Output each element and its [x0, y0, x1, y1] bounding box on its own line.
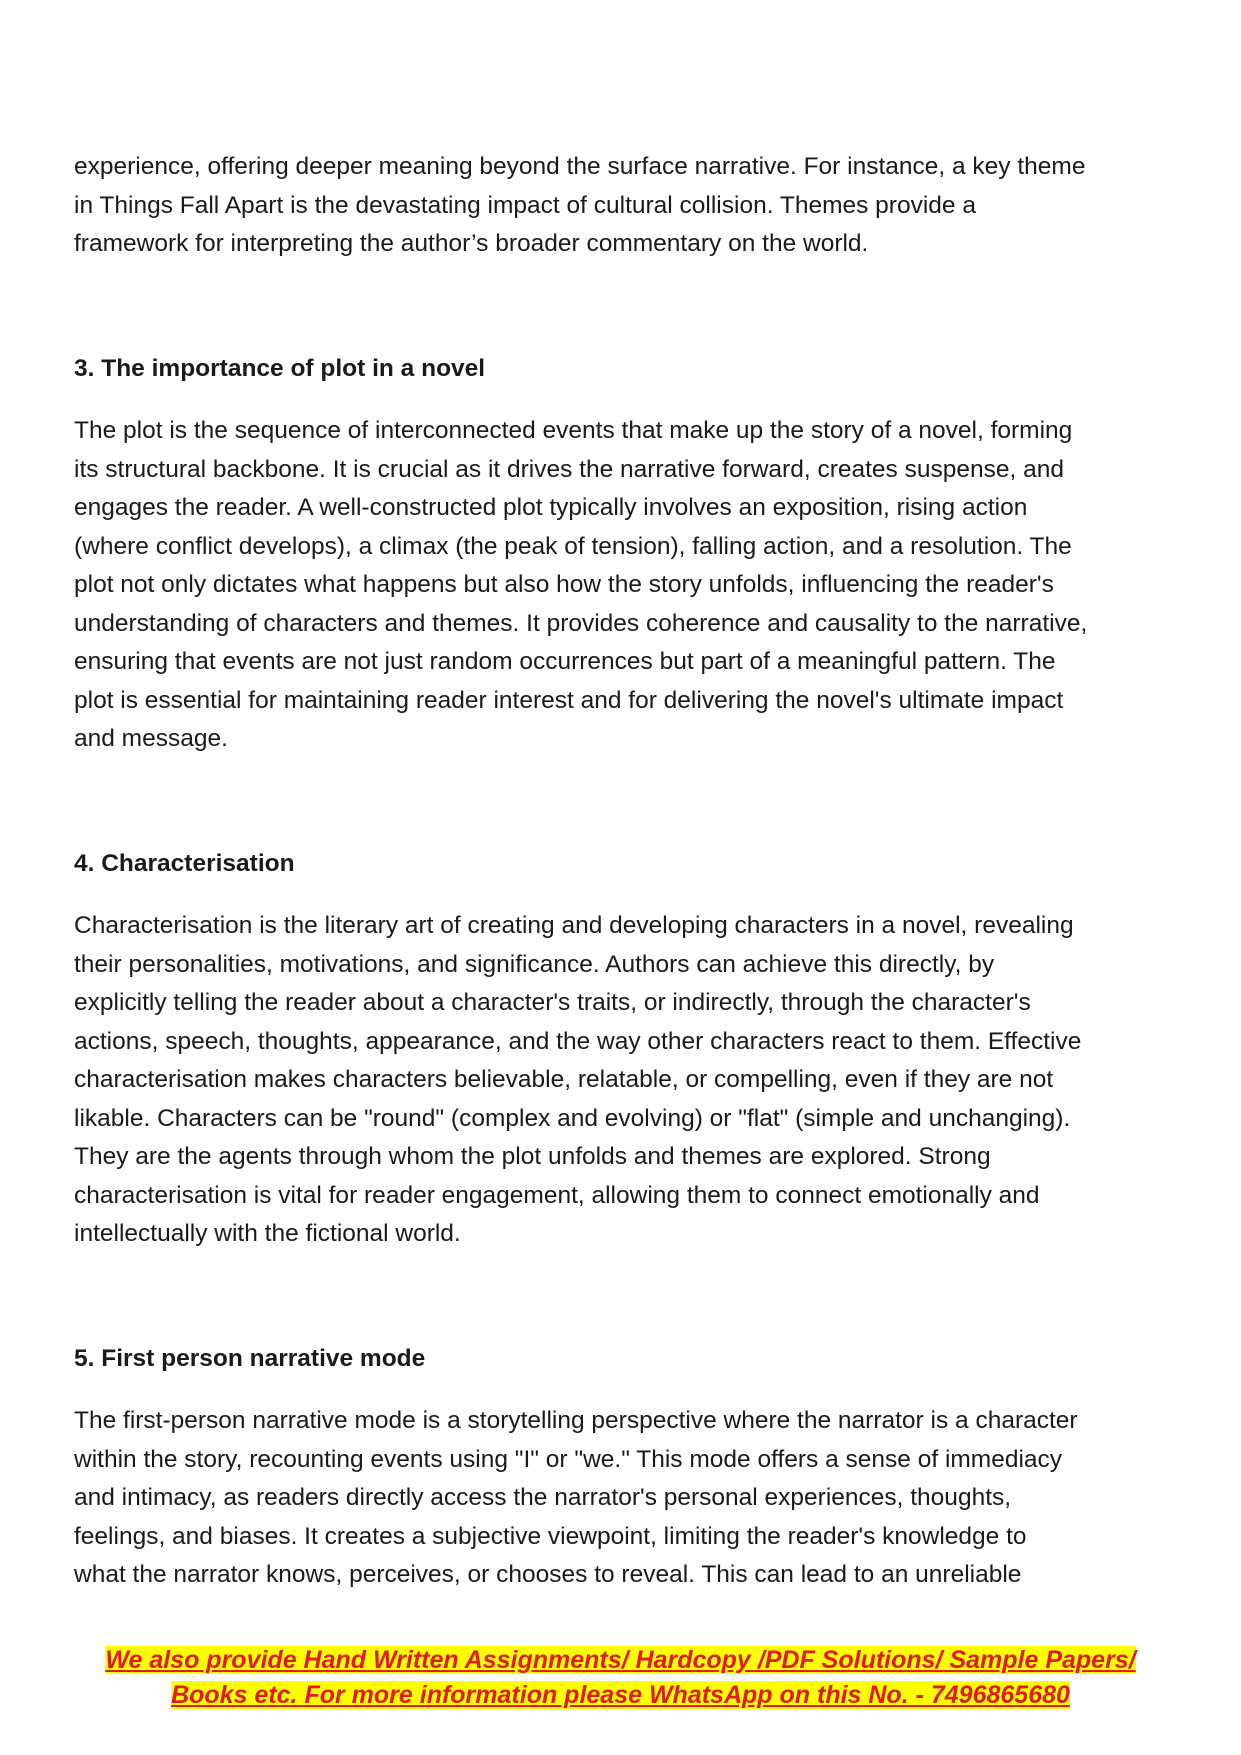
paragraph-line: Characterisation is the literary art of creating and developing characters in a novel, revealing [74, 912, 1074, 939]
section-heading-characterisation: 4. Characterisation [74, 849, 295, 877]
document-page [74, 148, 1184, 1595]
paragraph-line: feelings, and biases. It creates a subjective viewpoint, limiting the reader's knowledge to [74, 1522, 1027, 1550]
paragraph-line: in Things Fall Apart is the devastating impact of cultural collision. Themes provide a [74, 191, 976, 219]
paragraph-line: and intimacy, as readers directly access the narrator's personal experiences, thoughts, [74, 1484, 1012, 1511]
paragraph-line: and message. [74, 725, 228, 752]
paragraph-line: ensuring that events are not just random occurrences but part of a meaningful pattern. The [74, 648, 1056, 675]
paragraph-line: The plot is the sequence of interconnected events that make up the story of a novel, forming [74, 417, 1073, 444]
paragraph-line: experience, offering deeper meaning beyond the surface narrative. For instance, a key theme [74, 153, 1086, 180]
paragraph-line: their personalities, motivations, and significance. Authors can achieve this directly, by [74, 950, 995, 978]
paragraph-line: what the narrator knows, perceives, or chooses to reveal. This can lead to an unreliable [74, 1561, 1022, 1588]
paragraph-line: plot not only dictates what happens but also how the story unfolds, influencing the reader's [74, 571, 1054, 598]
paragraph-line: plot is essential for maintaining reader interest and for delivering the novel's ultimate impact [74, 686, 1064, 714]
paragraph-line: characterisation is vital for reader engagement, allowing them to connect emotionally and [74, 1181, 1040, 1209]
paragraph-line: actions, speech, thoughts, appearance, and the way other characters react to them. Effective [74, 1027, 1082, 1055]
promo-line-2: Books etc. For more information please WhatsApp on this No. - 7496865680 [171, 1681, 1070, 1709]
paragraph-line: within the story, recounting events using "I" or "we." This mode offers a sense of immediacy [74, 1445, 1063, 1473]
paragraph-line: intellectually with the fictional world. [74, 1220, 461, 1247]
paragraph-line: explicitly telling the reader about a character's traits, or indirectly, through the character's [74, 989, 1031, 1016]
paragraph-line: They are the agents through whom the plot unfolds and themes are explored. Strong [74, 1143, 991, 1170]
promo-footer [0, 1643, 1241, 1713]
paragraph-line: framework for interpreting the author’s broader commentary on the world. [74, 230, 869, 257]
intro-paragraph [74, 148, 1184, 264]
paragraph-line: (where conflict develops), a climax (the peak of tension), falling action, and a resolution. The [74, 532, 1072, 560]
paragraph-line: The first-person narrative mode is a storytelling perspective where the narrator is a character [74, 1407, 1078, 1434]
paragraph-line: likable. Characters can be "round" (complex and evolving) or "flat" (simple and unchanging). [74, 1104, 1071, 1132]
paragraph-line: characterisation makes characters believable, relatable, or compelling, even if they are not [74, 1066, 1054, 1093]
section-paragraph-first-person [74, 1402, 1184, 1595]
paragraph-line: understanding of characters and themes. It provides coherence and causality to the narrative, [74, 609, 1088, 637]
section-heading-first-person: 5. First person narrative mode [74, 1344, 426, 1372]
paragraph-line: engages the reader. A well-constructed plot typically involves an exposition, rising action [74, 494, 1028, 521]
section-paragraph-characterisation [74, 907, 1184, 1254]
promo-line-1: We also provide Hand Written Assignments/ Hardcopy /PDF Solutions/ Sample Papers/ [105, 1646, 1136, 1674]
section-heading-plot: 3. The importance of plot in a novel [74, 354, 486, 382]
section-paragraph-plot [74, 412, 1184, 759]
paragraph-line: its structural backbone. It is crucial as it drives the narrative forward, creates suspense, and [74, 455, 1064, 483]
